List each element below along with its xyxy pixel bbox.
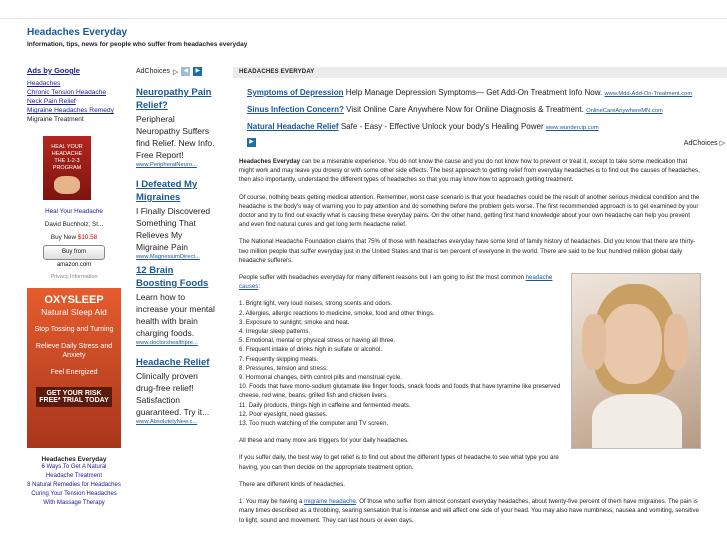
text-ad[interactable] [136, 264, 216, 346]
cause-item: 7. Frequently skipping meals. [239, 355, 319, 363]
section-header: HEADACHES EVERYDAY [233, 67, 727, 78]
top-bar [0, 0, 727, 19]
adchoices-text: AdChoices [683, 139, 718, 147]
cause-item: 11. Daily products, things high in caffeine and fermented meats. [239, 401, 411, 409]
text-ad-title[interactable]: Neuropathy Pain Relief? [136, 87, 212, 111]
cause-item: 9. Hormonal changes, birth control pills and menstrual cycle. [239, 374, 402, 382]
text-ad-url[interactable]: www.AbsolutelyNew.c... [136, 419, 198, 425]
site-title[interactable]: Headaches Everyday [27, 27, 128, 38]
book-cover-image[interactable] [43, 136, 91, 200]
related-links-heading: Headaches Everyday [41, 456, 107, 463]
banner-line: Stop Tossing and Turning [34, 326, 114, 333]
photo-hand-left [582, 314, 606, 370]
book-price [27, 234, 121, 241]
top-ad[interactable] [247, 119, 727, 136]
text-ad-url[interactable]: www.MagnesiumDirect... [136, 254, 200, 260]
text-ad-url[interactable]: www.doctorshealthpre... [136, 340, 198, 346]
top-ad[interactable] [247, 102, 727, 119]
book-cover-title: HEAL YOUR HEADACHE [51, 144, 83, 157]
privacy-link[interactable]: Privacy Information [50, 274, 98, 280]
main-content [233, 67, 727, 545]
top-ad-desc: Safe - Easy - Effective Unlock your body's Healing Power [338, 122, 546, 131]
article-paragraph: The National Headache Foundation claims that 75% of those with headaches everyday have some kind of family history of headaches. Did you know that there are thirty-two million people that suffer everyday just in the United States and that is ten percent of everyone in the world. There are said to be four hundred million global daily headache sufferers. [239, 238, 696, 264]
ad-link-list [27, 79, 121, 124]
article-text: 1. You may be having a [239, 498, 305, 506]
oxysleep-banner-ad[interactable] [27, 288, 121, 448]
cause-item: 2. Allergies, allergic reactions to medicine, smoke, food and other things. [239, 309, 435, 317]
book-author: David Buchholz, St... [44, 221, 104, 228]
top-ad-desc: Visit Online Care Anywhere Now for Online Diagnosis & Treatment. [343, 105, 587, 114]
banner-brand: OXYSLEEP [44, 294, 104, 306]
related-link[interactable]: 8 Natural Remedies for Headaches [27, 482, 121, 488]
top-ad-links [247, 85, 727, 147]
article-paragraph: If you suffer daily, the best way to get relief is to find out about the different types of headache to see what type you are having, you can then decide on the appropriate treatment option. [239, 454, 559, 471]
text-ad-title[interactable]: I Defeated My Migraines [136, 179, 198, 203]
ad-column [136, 67, 216, 545]
banner-line: Feel Energized [50, 369, 98, 376]
adchoices-label[interactable] [684, 139, 725, 147]
photo-head [602, 304, 662, 384]
top-ad-title[interactable]: Natural Headache Relief [247, 122, 339, 131]
adchoices-bar [136, 67, 216, 76]
text-ad[interactable] [136, 86, 216, 168]
article-text: People suffer with headaches everyday for many different reasons but I am going to list the most common [239, 274, 526, 282]
top-ad[interactable] [247, 85, 727, 102]
top-ad-title[interactable]: Sinus Infection Concern? [247, 105, 344, 114]
adchoices-label[interactable]: AdChoices [136, 68, 170, 75]
text-ad-desc: Clinically proven drug-free relief! Satisfaction guaranteed. Try it... [136, 371, 210, 417]
buy-amazon-button[interactable]: Buy from amazon.com [43, 245, 105, 260]
text-ad-url[interactable]: www.PeripheralNeuro... [136, 162, 197, 168]
book-cover-face [54, 176, 80, 194]
cause-item: 1. Bright light, very loud noises, strong scents and odors. [239, 300, 393, 308]
cause-item: 4. Irregular sleep patterns. [239, 328, 311, 336]
top-ad-url[interactable]: OnlineCareAnywhereMN.com [586, 108, 663, 114]
article-paragraph: All these and many more are triggers for your daily headaches. [239, 437, 409, 445]
ad-link[interactable]: Migraine Treatment [27, 116, 84, 123]
ads-by-google-link[interactable]: Ads by Google [27, 66, 80, 75]
ad-link[interactable]: Headaches [27, 80, 61, 87]
photo-body [592, 394, 682, 449]
article-paragraph: Of course, nothing beats getting medical attention. Remember, worst case scenario is that your headaches could be the result of another serious medical condition and the headache is the body's way of warning you to pay attention and do something before the problem gets worse. The first recommended approach is to get examined by your doctor and try to find out exactly what is causing these everyday pains. On the other hand, getting first hand knowledge about your own headache can help you prevent and even find natural cures and get long term headache relief. [239, 193, 700, 229]
text-ad-title[interactable]: Headache Relief [136, 357, 210, 368]
banner-cta: GET YOUR RISK FREE* TRIAL TODAY [36, 387, 112, 407]
related-links [27, 456, 121, 508]
text-ad-desc: Peripheral Neuropathy Suffers find Relief. New Info. Free Report! [136, 114, 215, 160]
adchoices-icon: ▷ [719, 139, 725, 147]
cause-item: 8. Pressures, tension and stress. [239, 364, 328, 372]
top-ad-url[interactable]: www.Mdd-Add-On-Treatment.com [604, 91, 693, 97]
top-ad-nav [247, 138, 727, 147]
top-ad-desc: Help Manage Depression Symptoms— Get Add-On Treatment Info Now. [343, 88, 605, 97]
article-body [239, 157, 701, 525]
article-paragraph [239, 157, 701, 185]
article-lead-bold: Headaches Everyday [239, 158, 300, 165]
prev-arrow-icon[interactable]: ◀ [181, 67, 190, 76]
top-ad-title[interactable]: Symptoms of Depression [247, 88, 344, 97]
article-paragraph: There are different kinds of headaches. [239, 480, 345, 488]
article-text: : [258, 283, 261, 291]
price-value: $10.58 [77, 234, 98, 241]
ad-link[interactable]: Neck Pain Relief [27, 98, 76, 105]
text-ad[interactable] [136, 178, 216, 260]
article-text: . Of those who suffer from almost constant everyday headaches, about twenty-five percent of them have migraines. The pain is many times described as a throbbing, searing sensation that is intense and will affect one side of your head. You may also have numbness, nausea and vomiting, sensitive to light, sound and movement. They can last hours or even days. [239, 498, 699, 524]
ad-link[interactable]: Chronic Tension Headache [27, 89, 107, 96]
banner-line: Relieve Daily Stress and Anxiety [35, 343, 113, 359]
next-arrow-icon[interactable]: ▶ [193, 67, 202, 76]
article-paragraph [239, 497, 701, 525]
article-text: can be a miserable experience. You do not know the cause and you do not know how to prevent or treat it, except to take some medication that might work and may leave you drowsy or with some other side effects. The best approach to getting relief from everyday headaches is to find out the causes of headaches, then also importantly, understand the different types of headaches so that you may know how to approach getting treatment. [239, 158, 700, 184]
headache-causes-link[interactable]: headache causes [239, 274, 553, 291]
price-label: Buy New [50, 234, 78, 241]
top-ad-url[interactable]: www.wundercip.com [545, 125, 599, 131]
book-cover-subtitle: THE 1-2-3 PROGRAM [52, 158, 82, 171]
site-tagline: Information, tips, news for people who suffer from headaches everyday [27, 41, 248, 48]
photo-hand-right [664, 314, 688, 370]
related-link[interactable]: 6 Ways To Get A Natural Headache Treatment [41, 464, 107, 479]
text-ad-desc: Learn how to increase your mental health with brain charging foods. [136, 292, 215, 338]
adchoices-icon[interactable]: ▷ [172, 68, 179, 76]
text-ad-desc: I Finally Discovered Something That Relieves My Migraine Pain [136, 206, 211, 252]
cause-item: 3. Exposure to sunlight, smoke and heat. [239, 318, 350, 326]
book-caption-link[interactable]: Heal Your Headache [45, 208, 103, 215]
headache-woman-photo [571, 273, 701, 449]
text-ad[interactable] [136, 356, 216, 425]
text-ad-title[interactable]: 12 Brain Boosting Foods [136, 265, 209, 289]
cause-item: 10. Foods that have mono-sodium glutamate like finger foods, snack foods and foods that have tyramine like preserved cheese, red wine, beans, grilled fish and chicken livers. [239, 383, 561, 400]
cause-item: 5. Emotional, mental or physical stress or having all three. [239, 337, 396, 345]
cause-item: 12. Poor eyesight, need glasses. [239, 410, 328, 418]
left-sidebar [27, 66, 121, 545]
migraine-headache-link[interactable]: migraine headache [304, 498, 356, 506]
related-link[interactable]: Curing Your Tension Headaches With Massage Therapy [31, 491, 117, 506]
ad-link[interactable]: Migraine Headaches Remedy [27, 107, 114, 114]
cause-item: 13. Too much watching of the computer and TV screen. [239, 420, 389, 428]
next-arrow-icon[interactable]: ▶ [247, 138, 256, 147]
banner-headline: Natural Sleep Aid [41, 307, 107, 317]
cause-item: 6. Frequent intake of drinks high in sulfate or alcohol. [239, 346, 382, 354]
